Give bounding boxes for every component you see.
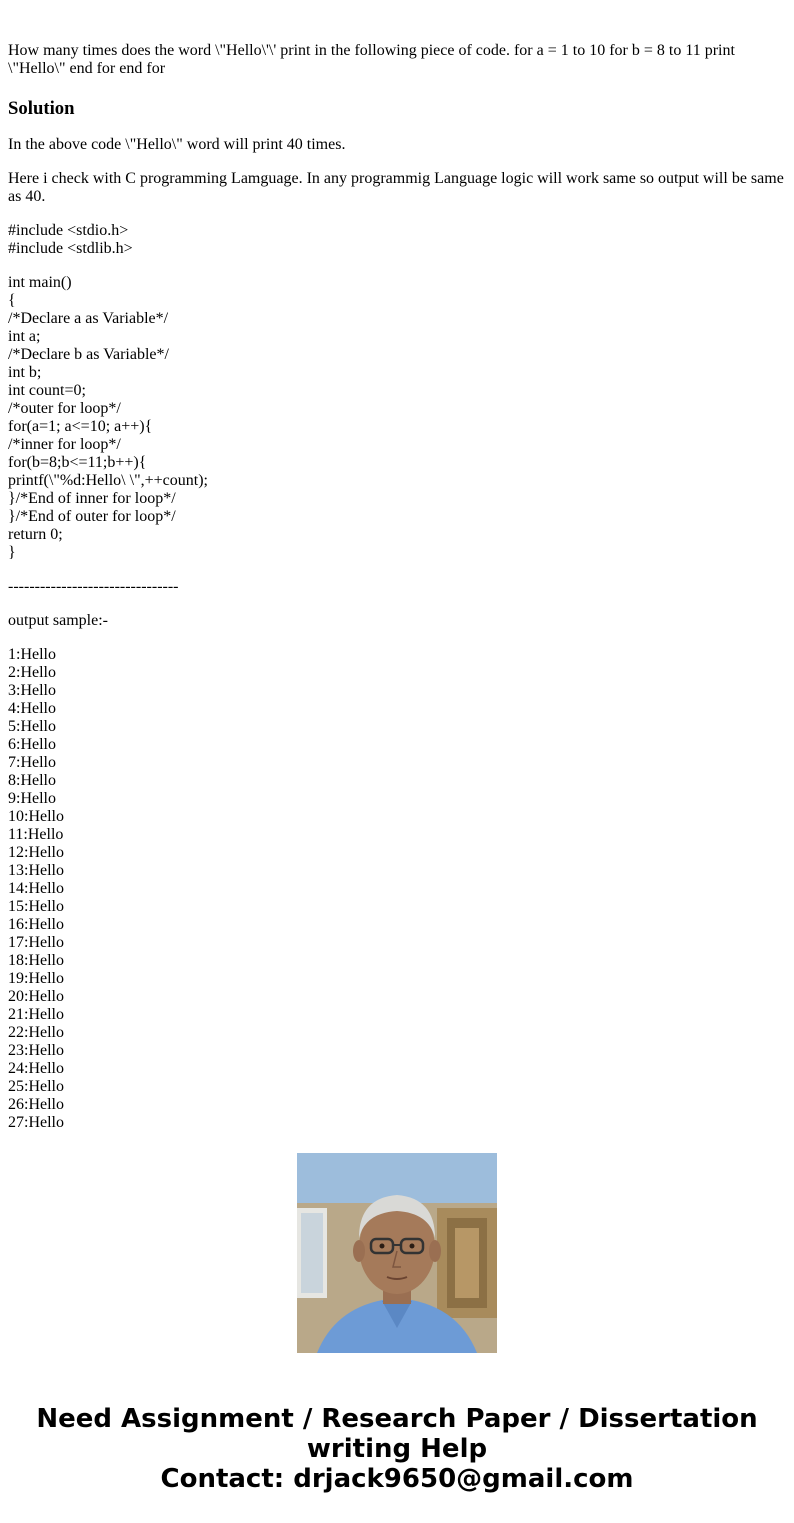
output-line: 26:Hello: [8, 1096, 64, 1113]
output-line: 17:Hello: [8, 934, 64, 951]
code-line: }/*End of inner for loop*/: [8, 490, 176, 507]
code-line: int a;: [8, 328, 41, 345]
output-line: 13:Hello: [8, 862, 64, 879]
code-block: [8, 222, 786, 1132]
code-line: printf(\"%d:Hello\ \",++count);: [8, 472, 208, 489]
output-line: 3:Hello: [8, 682, 56, 699]
solution-heading: Solution: [8, 98, 75, 119]
code-line: {: [8, 292, 16, 309]
output-line: 5:Hello: [8, 718, 56, 735]
output-line: 19:Hello: [8, 970, 64, 987]
code-line: return 0;: [8, 526, 63, 543]
blank-line: [8, 630, 786, 646]
output-line: 6:Hello: [8, 736, 56, 753]
output-line: 7:Hello: [8, 754, 56, 771]
output-line: 15:Hello: [8, 898, 64, 915]
code-line: for(a=1; a<=10; a++){: [8, 418, 153, 435]
output-list: [8, 646, 786, 1132]
output-line: 1:Hello: [8, 646, 56, 663]
output-line: 24:Hello: [8, 1060, 64, 1077]
promo-banner: [0, 1404, 794, 1494]
code-line: /*Declare b as Variable*/: [8, 346, 169, 363]
contact-line: Contact: drjack9650@gmail.com: [160, 1464, 634, 1494]
code-line: }/*End of outer for loop*/: [8, 508, 176, 525]
output-line: 11:Hello: [8, 826, 64, 843]
blank-line: [8, 258, 786, 274]
code-line: int b;: [8, 364, 42, 381]
output-line: 20:Hello: [8, 988, 64, 1005]
code-line: }: [8, 544, 16, 561]
code-line: /*outer for loop*/: [8, 400, 121, 417]
blank-line: [8, 596, 786, 612]
answer-text: In the above code \"Hello\" word will print 40 times.: [8, 136, 346, 153]
code-line: /*Declare a as Variable*/: [8, 310, 169, 327]
output-line: 18:Hello: [8, 952, 64, 969]
output-line: 9:Hello: [8, 790, 56, 807]
code-line: for(b=8;b<=11;b++){: [8, 454, 147, 471]
output-line: 25:Hello: [8, 1078, 64, 1095]
output-line: 2:Hello: [8, 664, 56, 681]
output-line: 21:Hello: [8, 1006, 64, 1023]
output-line: 16:Hello: [8, 916, 64, 933]
portrait-image: [297, 1153, 497, 1353]
question-text: How many times does the word \"Hello\'\' print in the following piece of code. for a = 1 to 10 for b = 8 to 11 print \"Hello\" end for end for: [8, 42, 735, 77]
solution-document: [8, 0, 786, 1131]
code-line: #include <stdio.h>: [8, 222, 129, 239]
promo-line: Need Assignment / Research Paper / Dissertation: [36, 1404, 758, 1434]
output-line: 14:Hello: [8, 880, 64, 897]
code-line: int count=0;: [8, 382, 86, 399]
output-line: 12:Hello: [8, 844, 64, 861]
separator-line: --------------------------------: [8, 578, 179, 595]
output-line: 23:Hello: [8, 1042, 64, 1059]
code-line: int main(): [8, 274, 72, 291]
output-label: output sample:-: [8, 612, 108, 629]
explanation-text: Here i check with C programming Lamguage. In any programmig Language logic will work same so output will be same as 40.: [8, 170, 784, 205]
output-line: 8:Hello: [8, 772, 56, 789]
code-line: #include <stdlib.h>: [8, 240, 133, 257]
code-line: /*inner for loop*/: [8, 436, 121, 453]
blank-line: [8, 562, 786, 578]
output-line: 10:Hello: [8, 808, 64, 825]
promo-line: writing Help: [306, 1434, 488, 1464]
output-line: 4:Hello: [8, 700, 56, 717]
author-photo: [297, 1153, 497, 1353]
output-line: 22:Hello: [8, 1024, 64, 1041]
output-line: 27:Hello: [8, 1114, 64, 1131]
